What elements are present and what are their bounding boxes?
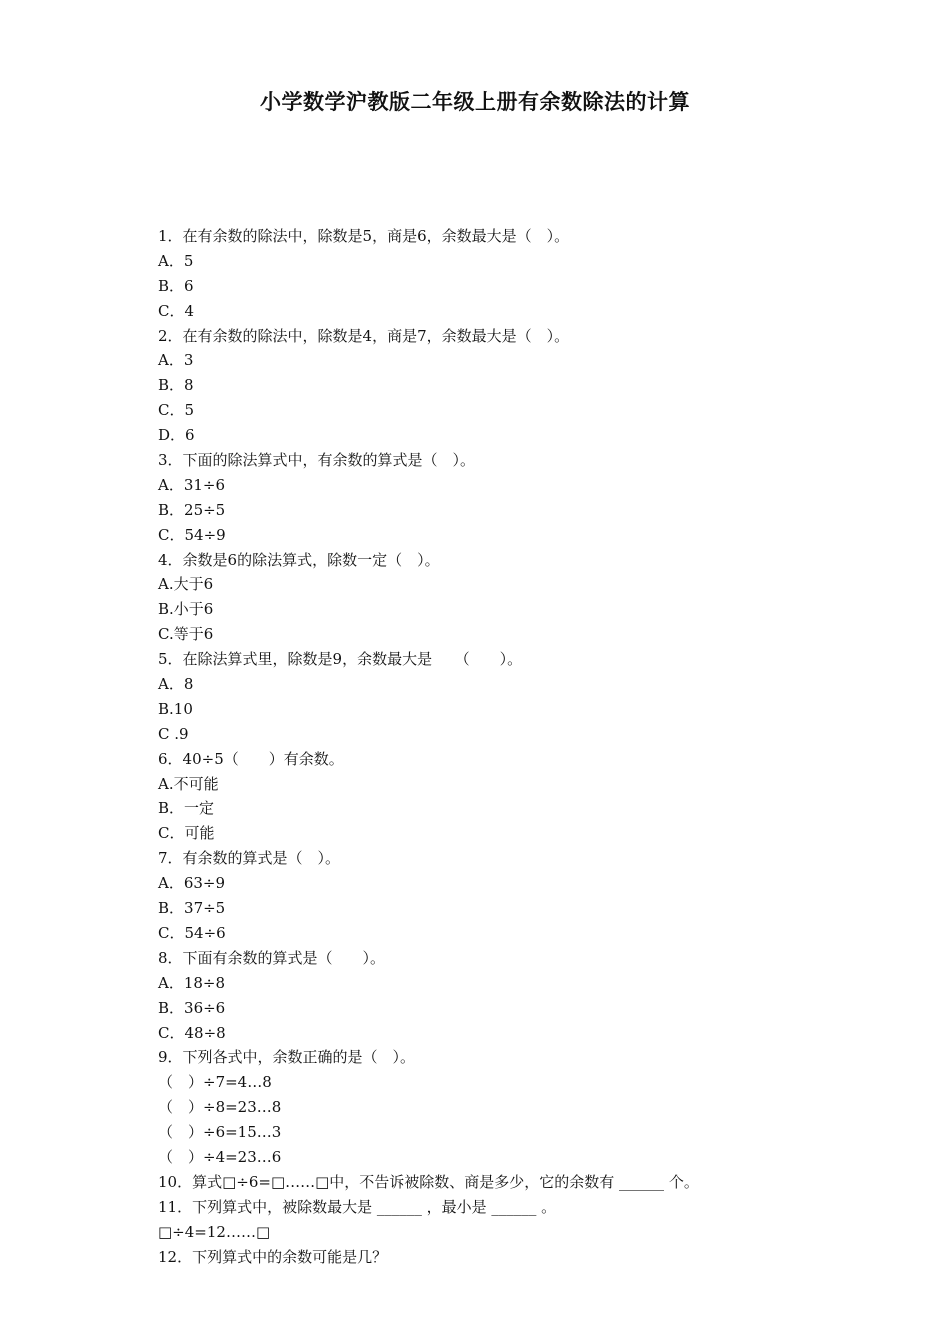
question-7-option-c: C．54÷6	[158, 923, 226, 942]
question-7-option-b: B．37÷5	[158, 899, 226, 918]
question-4-option-b: B.小于6	[158, 600, 214, 619]
question-1-option-a: A．5	[158, 251, 194, 270]
question-1-option-b: B．6	[158, 276, 194, 295]
question-11-equation: □÷4=12……□	[158, 1222, 271, 1241]
question-8-option-a: A．18÷8	[158, 973, 226, 992]
question-6-option-b: B．一定	[158, 799, 215, 818]
question-1: 1．在有余数的除法中，除数是5，商是6，余数最大是（ ）。	[158, 227, 570, 245]
question-9: 9．下列各式中，余数正确的是（ ）。	[158, 1048, 416, 1067]
question-9-item-1: （ ）÷7=4…8	[158, 1073, 272, 1092]
question-3-option-a: A．31÷6	[158, 475, 226, 494]
question-3-option-c: C．54÷9	[158, 525, 226, 544]
question-7: 7．有余数的算式是（ ）。	[158, 849, 341, 868]
question-10: 10．算式□÷6=□……□中，不告诉被除数、商是多少，它的余数有 ______ 个。	[158, 1172, 699, 1191]
question-2: 2．在有余数的除法中，除数是4，商是7，余数最大是（ ）。	[158, 326, 570, 345]
question-12: 12．下列算式中的余数可能是几？	[158, 1247, 388, 1266]
question-7-option-a: A．63÷9	[158, 874, 226, 893]
question-4-option-a: A.大于6	[158, 575, 214, 594]
question-8-option-c: C．48÷8	[158, 1023, 226, 1042]
question-5-option-b: B.10	[158, 699, 193, 718]
question-8-option-b: B．36÷6	[158, 998, 226, 1017]
question-8: 8．下面有余数的算式是（ ）。	[158, 948, 386, 967]
question-5-option-c: C .9	[158, 724, 189, 743]
question-4: 4．余数是6的除法算式，除数一定（ ）。	[158, 550, 440, 569]
question-9-item-4: （ ）÷4=23…6	[158, 1147, 282, 1166]
question-9-item-2: （ ）÷8=23…8	[158, 1098, 282, 1117]
question-5-option-a: A．8	[158, 675, 194, 694]
question-2-option-c: C．5	[158, 401, 195, 420]
question-6: 6．40÷5（ ）有余数。	[158, 749, 344, 768]
question-2-option-d: D．6	[158, 426, 195, 445]
question-2-option-b: B．8	[158, 376, 194, 395]
question-11: 11．下列算式中，被除数最大是 ______ ，最小是 ______ 。	[158, 1197, 557, 1216]
question-6-option-a: A.不可能	[158, 774, 219, 793]
question-4-option-c: C.等于6	[158, 625, 214, 644]
question-3-option-b: B．25÷5	[158, 500, 226, 519]
question-9-item-3: （ ）÷6=15…3	[158, 1123, 282, 1142]
question-5: 5．在除法算式里，除数是9，余数最大是 （ ）。	[158, 650, 523, 669]
question-3: 3．下面的除法算式中，有余数的算式是（ ）。	[158, 451, 476, 470]
question-list	[158, 224, 858, 1269]
question-6-option-c: C．可能	[158, 824, 215, 843]
question-1-option-c: C．4	[158, 301, 195, 320]
page-title: 小学数学沪教版二年级上册有余数除法的计算	[260, 90, 690, 114]
question-2-option-a: A．3	[158, 351, 194, 370]
